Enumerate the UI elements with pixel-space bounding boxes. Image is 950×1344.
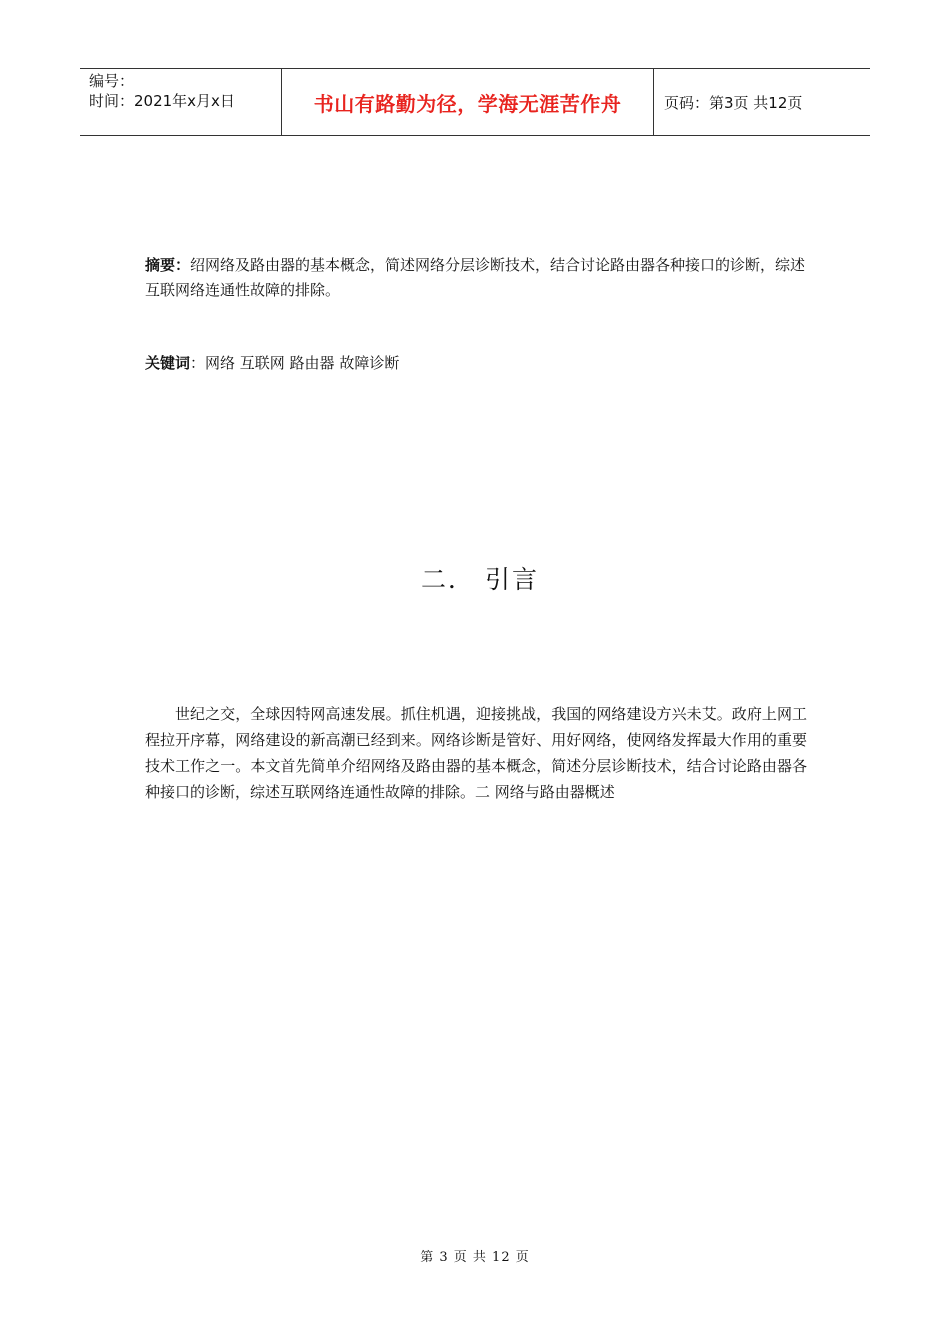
- body-paragraph: 世纪之交，全球因特网高速发展。抓住机遇，迎接挑战，我国的网络建设方兴未艾。政府上网工程拉开序幕，网络建设的新高潮已经到来。网络诊断是管好、用好网络，使网络发挥最大作用的重要技术工作之一。本文首先简单介绍网络及路由器的基本概念，简述分层诊断技术，结合讨论路由器各种接口的诊断，综述互联网络连通性故障的排除。二 网络与路由器概述: [145, 705, 807, 801]
- abstract-label: 摘要：: [145, 256, 191, 274]
- header-page-info: 页码：第3页 共12页: [664, 93, 803, 112]
- header-meta-cell: [80, 69, 281, 135]
- abstract-text: 绍网络及路由器的基本概念，简述网络分层诊断技术，结合讨论路由器各种接口的诊断，综述互联网络连通性故障的排除。: [145, 256, 806, 299]
- section-heading: 二． 引言: [421, 565, 539, 594]
- keywords-line: [145, 352, 815, 374]
- page-header: [80, 68, 870, 136]
- abstract-paragraph: [145, 253, 815, 303]
- document-date: 时间：2021年x月x日: [89, 92, 235, 110]
- document-number-label: 编号：: [89, 72, 135, 90]
- header-motto: 书山有路勤为径，学海无涯苦作舟: [281, 69, 654, 135]
- page-footer: 第 3 页 共 12 页: [420, 1250, 530, 1265]
- keywords-value: ：网络 互联网 路由器 故障诊断: [190, 354, 400, 372]
- keywords-label: 关键词: [145, 354, 191, 372]
